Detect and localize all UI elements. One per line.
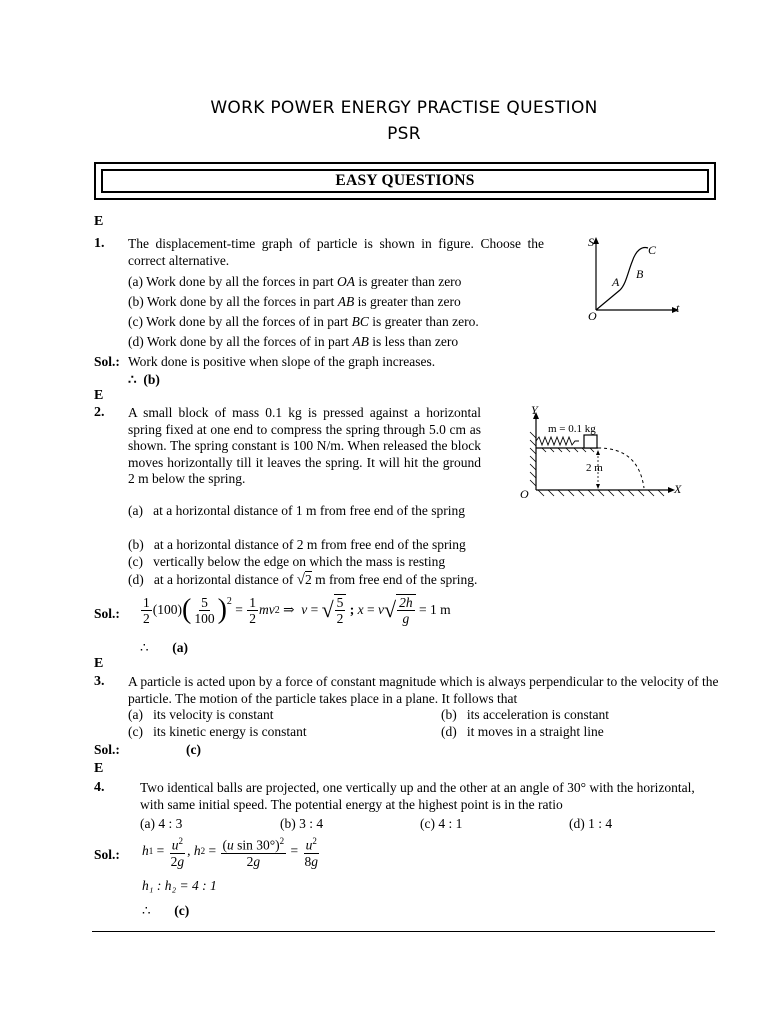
q4-ratio-line: h₁ : h₂ = 4 : 1 [142, 878, 217, 893]
document-subtitle: PSR [387, 124, 421, 144]
q1-fig-label-t: t [676, 301, 680, 315]
q2-option-c: (c) vertically below the edge on which the mass is resting [128, 554, 446, 569]
question-3-text: A particle is acted upon by a force of constant magnitude which is always perpendicular to the velocity of the particle. The motion of the particle takes place in a plane. It follows that [128, 674, 719, 706]
q2-fig-label-x: X [674, 482, 682, 496]
document-title: WORK POWER ENERGY PRACTISE QUESTION [210, 98, 598, 118]
q1-fig-label-a: A [612, 275, 620, 289]
q2-spring-block-figure [514, 402, 694, 502]
q2-fig-label-o: O [520, 487, 529, 501]
q1-fig-label-b: B [636, 267, 644, 281]
q3-option-d: (d) it moves in a straight line [441, 724, 604, 739]
q1-solution-label: Sol.: [94, 354, 120, 369]
q1-answer: ∴ (b) [128, 372, 160, 387]
level-label-q2: E [94, 388, 104, 403]
level-label-q3: E [94, 656, 104, 671]
q1-solution-text: Work done is positive when slope of the graph increases. [128, 354, 436, 369]
level-label-q4: E [94, 761, 104, 776]
q2-answer: ∴ (a) [140, 640, 188, 655]
q1-option-b: (b) Work done by all the forces in part AB is greater than zero [128, 294, 461, 309]
question-1-text: The displacement-time graph of particle is shown in figure. Choose the correct alternative. [128, 236, 544, 268]
level-label-q1: E [94, 214, 104, 229]
q1-option-d: (d) Work done by all the forces of in part AB is less than zero [128, 334, 459, 349]
q2-solution-equation: $\frac{1}{2}$ (100) ( $\frac{5}{100}$ ) $^2$ = $\frac{1}{2}$ mv 2 ⇒ v = √ $\frac{5}{2}$ ; x = v √ $\frac{2h}{g}$ = 1 m [143, 594, 451, 626]
q3-option-c: (c) its kinetic energy is constant [128, 724, 307, 739]
section-title: EASY QUESTIONS [101, 169, 709, 193]
question-2-text: A small block of mass 0.1 kg is pressed against a horizontal spring fixed at one end to compress the spring through 5.0 cm as shown. The spring constant is 100 N/m. When released the block moves horizontally till it leaves the spring. It will hit the ground 2 m below the spring. [128, 405, 481, 486]
q1-option-c: (c) Work done by all the forces of in part BC is greater than zero. [128, 314, 479, 329]
q3-answer: (c) [186, 742, 201, 757]
question-number-2: 2. [94, 405, 105, 420]
q4-answer: ∴ (c) [142, 903, 190, 918]
q4-solution-equation: h 1 = $\frac{u^2}{2g}$ , h 2 = $\frac{(u \sin 30^\circ)^2}{2g}$ = $\frac{u^2}{8g}$ [142, 836, 319, 869]
q3-option-a: (a) its velocity is constant [128, 707, 274, 722]
question-number-3: 3. [94, 674, 105, 689]
question-4-text: Two identical balls are projected, one vertically up and the other at an angle of 30° with the horizontal, with same initial speed. The potential energy at the highest point is in the ratio [140, 780, 695, 812]
q2-solution-label: Sol.: [94, 606, 120, 621]
q1-option-a: (a) Work done by all the forces in part OA is greater than zero [128, 274, 462, 289]
question-number-1: 1. [94, 236, 105, 251]
q1-displacement-time-graph [580, 232, 690, 324]
q1-fig-label-o: O [588, 309, 597, 323]
q2-option-b: (b) at a horizontal distance of 2 m from free end of the spring [128, 537, 466, 552]
q1-fig-label-c: C [648, 243, 657, 257]
bottom-divider [92, 931, 715, 932]
q2-option-d: (d) at a horizontal distance of √2 m from free end of the spring. [128, 572, 478, 588]
q2-option-a: (a) at a horizontal distance of 1 m from free end of the spring [128, 503, 466, 518]
q2-fig-height-label: 2 m [586, 462, 603, 474]
q4-option-c: (c) 4 : 1 [420, 816, 463, 831]
q2-fig-mass-label: m = 0.1 kg [548, 423, 596, 435]
q2-fig-label-y: Y [531, 403, 538, 417]
q4-option-d: (d) 1 : 4 [569, 816, 613, 831]
section-header-box [94, 162, 716, 200]
question-number-4: 4. [94, 780, 105, 795]
q3-option-b: (b) its acceleration is constant [441, 707, 609, 722]
q1-fig-label-s: S [588, 235, 594, 249]
q4-option-a: (a) 4 : 3 [140, 816, 183, 831]
q4-solution-label: Sol.: [94, 847, 120, 862]
q4-option-b: (b) 3 : 4 [280, 816, 324, 831]
q3-solution-label: Sol.: [94, 742, 120, 757]
